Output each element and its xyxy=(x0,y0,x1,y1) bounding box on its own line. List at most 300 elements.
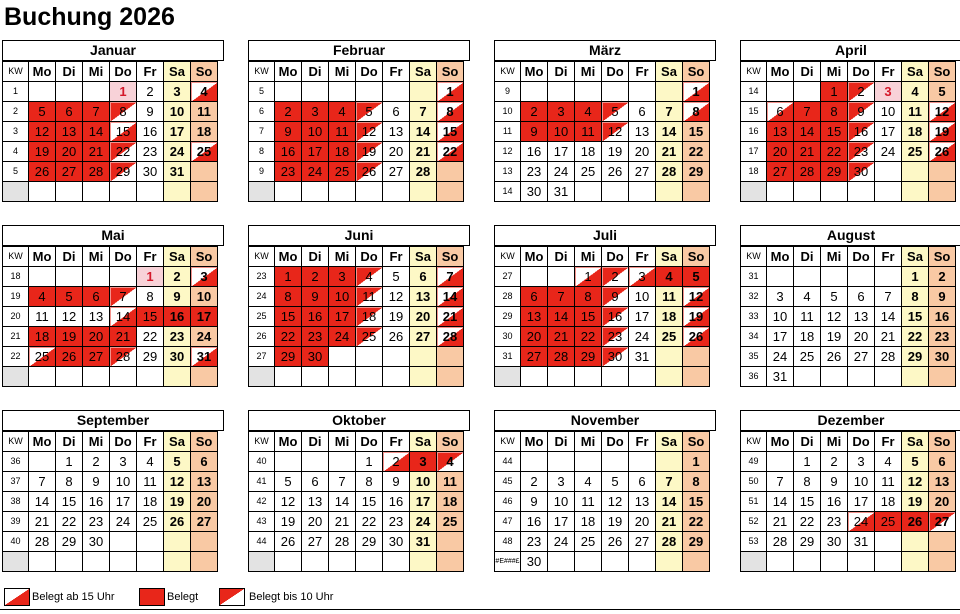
day-cell[interactable]: 7 xyxy=(329,472,356,492)
day-cell[interactable] xyxy=(302,182,329,202)
day-cell[interactable]: 30 xyxy=(929,347,956,367)
day-cell[interactable]: 26 xyxy=(602,162,629,182)
day-cell[interactable] xyxy=(164,532,191,552)
day-cell[interactable]: 7 xyxy=(437,267,464,287)
day-cell[interactable]: 10 xyxy=(329,287,356,307)
day-cell[interactable]: 18 xyxy=(329,142,356,162)
day-cell[interactable] xyxy=(548,367,575,387)
day-cell[interactable]: 5 xyxy=(929,82,956,102)
day-cell[interactable] xyxy=(275,452,302,472)
day-cell[interactable]: 21 xyxy=(437,307,464,327)
day-cell[interactable]: 21 xyxy=(548,327,575,347)
day-cell[interactable]: 16 xyxy=(602,307,629,327)
day-cell[interactable]: 13 xyxy=(191,472,218,492)
day-cell[interactable]: 28 xyxy=(29,532,56,552)
day-cell[interactable] xyxy=(602,452,629,472)
day-cell[interactable]: 14 xyxy=(83,122,110,142)
day-cell[interactable]: 24 xyxy=(629,327,656,347)
day-cell[interactable]: 23 xyxy=(521,532,548,552)
day-cell[interactable]: 6 xyxy=(848,287,875,307)
day-cell[interactable] xyxy=(83,367,110,387)
day-cell[interactable] xyxy=(656,347,683,367)
day-cell[interactable]: 9 xyxy=(821,472,848,492)
day-cell[interactable]: 7 xyxy=(83,102,110,122)
day-cell[interactable]: 25 xyxy=(329,162,356,182)
day-cell[interactable] xyxy=(383,182,410,202)
day-cell[interactable]: 21 xyxy=(410,142,437,162)
day-cell[interactable]: 8 xyxy=(794,472,821,492)
day-cell[interactable]: 27 xyxy=(302,532,329,552)
day-cell[interactable] xyxy=(902,532,929,552)
day-cell[interactable]: 11 xyxy=(902,102,929,122)
day-cell[interactable]: 2 xyxy=(83,452,110,472)
day-cell[interactable]: 23 xyxy=(521,162,548,182)
day-cell[interactable]: 20 xyxy=(848,327,875,347)
day-cell[interactable]: 30 xyxy=(302,347,329,367)
day-cell[interactable]: 2 xyxy=(521,472,548,492)
day-cell[interactable] xyxy=(56,552,83,572)
day-cell[interactable] xyxy=(356,82,383,102)
day-cell[interactable]: 9 xyxy=(137,102,164,122)
day-cell[interactable]: 30 xyxy=(521,552,548,572)
day-cell[interactable]: 30 xyxy=(821,532,848,552)
day-cell[interactable] xyxy=(821,552,848,572)
day-cell[interactable] xyxy=(875,162,902,182)
day-cell[interactable]: 4 xyxy=(191,82,218,102)
day-cell[interactable]: 22 xyxy=(821,142,848,162)
day-cell[interactable] xyxy=(191,532,218,552)
day-cell[interactable] xyxy=(437,162,464,182)
day-cell[interactable]: 11 xyxy=(437,472,464,492)
day-cell[interactable]: 31 xyxy=(164,162,191,182)
day-cell[interactable]: 5 xyxy=(683,267,710,287)
day-cell[interactable] xyxy=(602,182,629,202)
day-cell[interactable] xyxy=(137,182,164,202)
day-cell[interactable] xyxy=(302,552,329,572)
day-cell[interactable] xyxy=(548,267,575,287)
day-cell[interactable]: 17 xyxy=(164,122,191,142)
day-cell[interactable]: 10 xyxy=(191,287,218,307)
day-cell[interactable]: 17 xyxy=(548,512,575,532)
day-cell[interactable] xyxy=(110,552,137,572)
day-cell[interactable] xyxy=(821,367,848,387)
day-cell[interactable]: 14 xyxy=(548,307,575,327)
day-cell[interactable]: 1 xyxy=(110,82,137,102)
day-cell[interactable]: 28 xyxy=(548,347,575,367)
day-cell[interactable] xyxy=(191,182,218,202)
day-cell[interactable]: 24 xyxy=(410,512,437,532)
day-cell[interactable]: 2 xyxy=(164,267,191,287)
day-cell[interactable]: 30 xyxy=(383,532,410,552)
day-cell[interactable]: 27 xyxy=(521,347,548,367)
day-cell[interactable]: 14 xyxy=(656,492,683,512)
day-cell[interactable] xyxy=(875,182,902,202)
day-cell[interactable]: 31 xyxy=(629,347,656,367)
day-cell[interactable]: 3 xyxy=(767,287,794,307)
day-cell[interactable] xyxy=(629,367,656,387)
day-cell[interactable] xyxy=(302,367,329,387)
day-cell[interactable]: 9 xyxy=(302,287,329,307)
day-cell[interactable] xyxy=(794,552,821,572)
day-cell[interactable]: 25 xyxy=(575,532,602,552)
day-cell[interactable]: 8 xyxy=(821,102,848,122)
day-cell[interactable]: 26 xyxy=(821,347,848,367)
day-cell[interactable]: 25 xyxy=(902,142,929,162)
day-cell[interactable]: 20 xyxy=(302,512,329,532)
day-cell[interactable]: 11 xyxy=(29,307,56,327)
day-cell[interactable]: 13 xyxy=(629,492,656,512)
day-cell[interactable]: 19 xyxy=(602,142,629,162)
day-cell[interactable] xyxy=(164,367,191,387)
day-cell[interactable]: 25 xyxy=(575,162,602,182)
day-cell[interactable]: 18 xyxy=(575,142,602,162)
day-cell[interactable]: 17 xyxy=(302,142,329,162)
day-cell[interactable]: 10 xyxy=(110,472,137,492)
day-cell[interactable]: 17 xyxy=(191,307,218,327)
day-cell[interactable]: 7 xyxy=(548,287,575,307)
day-cell[interactable]: 7 xyxy=(656,472,683,492)
day-cell[interactable] xyxy=(56,182,83,202)
day-cell[interactable]: 30 xyxy=(848,162,875,182)
day-cell[interactable]: 21 xyxy=(656,142,683,162)
day-cell[interactable]: 20 xyxy=(521,327,548,347)
day-cell[interactable]: 14 xyxy=(437,287,464,307)
day-cell[interactable] xyxy=(29,367,56,387)
day-cell[interactable]: 13 xyxy=(383,122,410,142)
day-cell[interactable]: 13 xyxy=(629,122,656,142)
day-cell[interactable]: 21 xyxy=(875,327,902,347)
day-cell[interactable] xyxy=(191,367,218,387)
day-cell[interactable]: 1 xyxy=(902,267,929,287)
day-cell[interactable]: 23 xyxy=(929,327,956,347)
day-cell[interactable]: 25 xyxy=(437,512,464,532)
day-cell[interactable]: 8 xyxy=(356,472,383,492)
day-cell[interactable]: 29 xyxy=(794,532,821,552)
day-cell[interactable]: 12 xyxy=(902,472,929,492)
day-cell[interactable] xyxy=(56,82,83,102)
day-cell[interactable] xyxy=(683,347,710,367)
day-cell[interactable]: 31 xyxy=(410,532,437,552)
day-cell[interactable]: 1 xyxy=(821,82,848,102)
day-cell[interactable] xyxy=(767,552,794,572)
day-cell[interactable]: 2 xyxy=(137,82,164,102)
day-cell[interactable]: 15 xyxy=(137,307,164,327)
day-cell[interactable]: 9 xyxy=(521,492,548,512)
day-cell[interactable]: 10 xyxy=(767,307,794,327)
day-cell[interactable] xyxy=(383,347,410,367)
day-cell[interactable]: 19 xyxy=(683,307,710,327)
day-cell[interactable]: 9 xyxy=(521,122,548,142)
day-cell[interactable] xyxy=(902,182,929,202)
day-cell[interactable]: 4 xyxy=(137,452,164,472)
day-cell[interactable]: 17 xyxy=(848,492,875,512)
day-cell[interactable] xyxy=(656,367,683,387)
day-cell[interactable]: 5 xyxy=(29,102,56,122)
day-cell[interactable]: 17 xyxy=(329,307,356,327)
day-cell[interactable]: 7 xyxy=(794,102,821,122)
day-cell[interactable]: 17 xyxy=(767,327,794,347)
day-cell[interactable]: 25 xyxy=(656,327,683,347)
day-cell[interactable]: 18 xyxy=(575,512,602,532)
day-cell[interactable]: 7 xyxy=(875,287,902,307)
day-cell[interactable] xyxy=(548,452,575,472)
day-cell[interactable]: 22 xyxy=(902,327,929,347)
day-cell[interactable]: 19 xyxy=(821,327,848,347)
day-cell[interactable]: 21 xyxy=(110,327,137,347)
day-cell[interactable]: 23 xyxy=(83,512,110,532)
day-cell[interactable]: 13 xyxy=(83,307,110,327)
day-cell[interactable] xyxy=(410,347,437,367)
day-cell[interactable]: 13 xyxy=(521,307,548,327)
day-cell[interactable]: 3 xyxy=(848,452,875,472)
day-cell[interactable]: 23 xyxy=(383,512,410,532)
day-cell[interactable] xyxy=(575,367,602,387)
day-cell[interactable]: 16 xyxy=(929,307,956,327)
day-cell[interactable]: 19 xyxy=(56,327,83,347)
day-cell[interactable]: 5 xyxy=(602,102,629,122)
day-cell[interactable]: 24 xyxy=(110,512,137,532)
day-cell[interactable] xyxy=(137,367,164,387)
day-cell[interactable]: 23 xyxy=(137,142,164,162)
day-cell[interactable]: 6 xyxy=(191,452,218,472)
day-cell[interactable] xyxy=(929,182,956,202)
day-cell[interactable]: 22 xyxy=(794,512,821,532)
day-cell[interactable]: 1 xyxy=(794,452,821,472)
day-cell[interactable] xyxy=(191,552,218,572)
day-cell[interactable]: 2 xyxy=(821,452,848,472)
day-cell[interactable]: 30 xyxy=(137,162,164,182)
day-cell[interactable]: 1 xyxy=(437,82,464,102)
day-cell[interactable]: 3 xyxy=(875,82,902,102)
day-cell[interactable] xyxy=(521,367,548,387)
day-cell[interactable]: 9 xyxy=(164,287,191,307)
day-cell[interactable]: 11 xyxy=(137,472,164,492)
day-cell[interactable]: 6 xyxy=(56,102,83,122)
day-cell[interactable]: 27 xyxy=(383,162,410,182)
day-cell[interactable]: 18 xyxy=(875,492,902,512)
day-cell[interactable]: 27 xyxy=(191,512,218,532)
day-cell[interactable]: 19 xyxy=(275,512,302,532)
day-cell[interactable]: 28 xyxy=(767,532,794,552)
day-cell[interactable]: 22 xyxy=(275,327,302,347)
day-cell[interactable]: 27 xyxy=(848,347,875,367)
day-cell[interactable]: 15 xyxy=(356,492,383,512)
day-cell[interactable]: 24 xyxy=(548,532,575,552)
day-cell[interactable] xyxy=(548,82,575,102)
day-cell[interactable]: 26 xyxy=(56,347,83,367)
day-cell[interactable] xyxy=(137,552,164,572)
day-cell[interactable]: 29 xyxy=(575,347,602,367)
day-cell[interactable] xyxy=(329,452,356,472)
day-cell[interactable] xyxy=(356,552,383,572)
day-cell[interactable]: 26 xyxy=(929,142,956,162)
day-cell[interactable]: 28 xyxy=(437,327,464,347)
day-cell[interactable] xyxy=(821,267,848,287)
day-cell[interactable] xyxy=(848,267,875,287)
day-cell[interactable]: 5 xyxy=(356,102,383,122)
day-cell[interactable]: 22 xyxy=(575,327,602,347)
day-cell[interactable]: 6 xyxy=(629,472,656,492)
day-cell[interactable]: 16 xyxy=(83,492,110,512)
day-cell[interactable]: 16 xyxy=(848,122,875,142)
day-cell[interactable]: 14 xyxy=(410,122,437,142)
day-cell[interactable]: 20 xyxy=(410,307,437,327)
day-cell[interactable]: 10 xyxy=(848,472,875,492)
day-cell[interactable]: 29 xyxy=(275,347,302,367)
day-cell[interactable]: 19 xyxy=(164,492,191,512)
day-cell[interactable] xyxy=(356,347,383,367)
day-cell[interactable]: 22 xyxy=(683,512,710,532)
day-cell[interactable]: 14 xyxy=(767,492,794,512)
day-cell[interactable]: 8 xyxy=(137,287,164,307)
day-cell[interactable]: 10 xyxy=(410,472,437,492)
day-cell[interactable] xyxy=(191,162,218,182)
day-cell[interactable]: 12 xyxy=(383,287,410,307)
day-cell[interactable] xyxy=(83,82,110,102)
day-cell[interactable]: 19 xyxy=(356,142,383,162)
day-cell[interactable]: 20 xyxy=(383,142,410,162)
day-cell[interactable] xyxy=(794,367,821,387)
day-cell[interactable] xyxy=(302,82,329,102)
day-cell[interactable]: 18 xyxy=(356,307,383,327)
day-cell[interactable] xyxy=(356,367,383,387)
day-cell[interactable]: 21 xyxy=(83,142,110,162)
day-cell[interactable]: 23 xyxy=(602,327,629,347)
day-cell[interactable] xyxy=(56,267,83,287)
day-cell[interactable]: 9 xyxy=(929,287,956,307)
day-cell[interactable]: 4 xyxy=(437,452,464,472)
day-cell[interactable]: 28 xyxy=(329,532,356,552)
day-cell[interactable]: 5 xyxy=(275,472,302,492)
day-cell[interactable]: 1 xyxy=(683,452,710,472)
day-cell[interactable] xyxy=(875,532,902,552)
day-cell[interactable]: 6 xyxy=(767,102,794,122)
day-cell[interactable] xyxy=(437,532,464,552)
day-cell[interactable] xyxy=(329,552,356,572)
day-cell[interactable]: 20 xyxy=(929,492,956,512)
day-cell[interactable]: 26 xyxy=(602,532,629,552)
day-cell[interactable] xyxy=(683,367,710,387)
day-cell[interactable] xyxy=(794,182,821,202)
day-cell[interactable] xyxy=(794,267,821,287)
day-cell[interactable]: 10 xyxy=(548,492,575,512)
day-cell[interactable]: 6 xyxy=(83,287,110,307)
day-cell[interactable] xyxy=(929,552,956,572)
day-cell[interactable]: 8 xyxy=(683,472,710,492)
day-cell[interactable] xyxy=(164,552,191,572)
day-cell[interactable] xyxy=(83,182,110,202)
day-cell[interactable]: 14 xyxy=(656,122,683,142)
day-cell[interactable]: 4 xyxy=(575,102,602,122)
day-cell[interactable]: 7 xyxy=(767,472,794,492)
day-cell[interactable]: 10 xyxy=(548,122,575,142)
day-cell[interactable]: 29 xyxy=(902,347,929,367)
day-cell[interactable] xyxy=(929,162,956,182)
day-cell[interactable] xyxy=(602,552,629,572)
day-cell[interactable]: 14 xyxy=(794,122,821,142)
day-cell[interactable]: 8 xyxy=(275,287,302,307)
day-cell[interactable] xyxy=(575,182,602,202)
day-cell[interactable]: 5 xyxy=(602,472,629,492)
day-cell[interactable]: 11 xyxy=(794,307,821,327)
day-cell[interactable]: 9 xyxy=(275,122,302,142)
day-cell[interactable]: 15 xyxy=(275,307,302,327)
day-cell[interactable] xyxy=(410,82,437,102)
day-cell[interactable]: 22 xyxy=(356,512,383,532)
day-cell[interactable] xyxy=(29,552,56,572)
day-cell[interactable]: 6 xyxy=(629,102,656,122)
day-cell[interactable]: 18 xyxy=(902,122,929,142)
day-cell[interactable] xyxy=(110,367,137,387)
day-cell[interactable] xyxy=(410,367,437,387)
day-cell[interactable] xyxy=(329,347,356,367)
day-cell[interactable]: 28 xyxy=(83,162,110,182)
day-cell[interactable]: 16 xyxy=(821,492,848,512)
day-cell[interactable]: 7 xyxy=(410,102,437,122)
day-cell[interactable]: 17 xyxy=(875,122,902,142)
day-cell[interactable] xyxy=(275,182,302,202)
day-cell[interactable]: 6 xyxy=(929,452,956,472)
day-cell[interactable]: 23 xyxy=(848,142,875,162)
day-cell[interactable]: 13 xyxy=(302,492,329,512)
day-cell[interactable]: 7 xyxy=(110,287,137,307)
day-cell[interactable]: 31 xyxy=(848,532,875,552)
day-cell[interactable] xyxy=(521,267,548,287)
day-cell[interactable] xyxy=(521,452,548,472)
day-cell[interactable]: 29 xyxy=(683,162,710,182)
day-cell[interactable] xyxy=(29,267,56,287)
day-cell[interactable] xyxy=(629,82,656,102)
day-cell[interactable]: 4 xyxy=(656,267,683,287)
day-cell[interactable]: 15 xyxy=(821,122,848,142)
day-cell[interactable] xyxy=(110,267,137,287)
day-cell[interactable]: 13 xyxy=(410,287,437,307)
day-cell[interactable]: 12 xyxy=(929,102,956,122)
day-cell[interactable]: 8 xyxy=(56,472,83,492)
day-cell[interactable]: 16 xyxy=(164,307,191,327)
day-cell[interactable] xyxy=(656,82,683,102)
day-cell[interactable]: 25 xyxy=(137,512,164,532)
day-cell[interactable]: 4 xyxy=(29,287,56,307)
day-cell[interactable] xyxy=(383,552,410,572)
day-cell[interactable]: 7 xyxy=(29,472,56,492)
day-cell[interactable]: 17 xyxy=(629,307,656,327)
day-cell[interactable]: 1 xyxy=(137,267,164,287)
day-cell[interactable]: 6 xyxy=(302,472,329,492)
day-cell[interactable]: 24 xyxy=(164,142,191,162)
day-cell[interactable]: 25 xyxy=(356,327,383,347)
day-cell[interactable]: 13 xyxy=(767,122,794,142)
day-cell[interactable]: 26 xyxy=(356,162,383,182)
day-cell[interactable]: 15 xyxy=(683,492,710,512)
day-cell[interactable] xyxy=(437,552,464,572)
day-cell[interactable] xyxy=(29,452,56,472)
day-cell[interactable] xyxy=(629,182,656,202)
day-cell[interactable]: 16 xyxy=(521,142,548,162)
day-cell[interactable]: 12 xyxy=(356,122,383,142)
day-cell[interactable]: 26 xyxy=(383,327,410,347)
day-cell[interactable] xyxy=(656,552,683,572)
day-cell[interactable] xyxy=(410,182,437,202)
day-cell[interactable]: 8 xyxy=(575,287,602,307)
day-cell[interactable]: 29 xyxy=(56,532,83,552)
day-cell[interactable]: 14 xyxy=(110,307,137,327)
day-cell[interactable] xyxy=(383,367,410,387)
day-cell[interactable]: 18 xyxy=(794,327,821,347)
day-cell[interactable] xyxy=(137,532,164,552)
day-cell[interactable]: 24 xyxy=(875,142,902,162)
day-cell[interactable]: 14 xyxy=(329,492,356,512)
